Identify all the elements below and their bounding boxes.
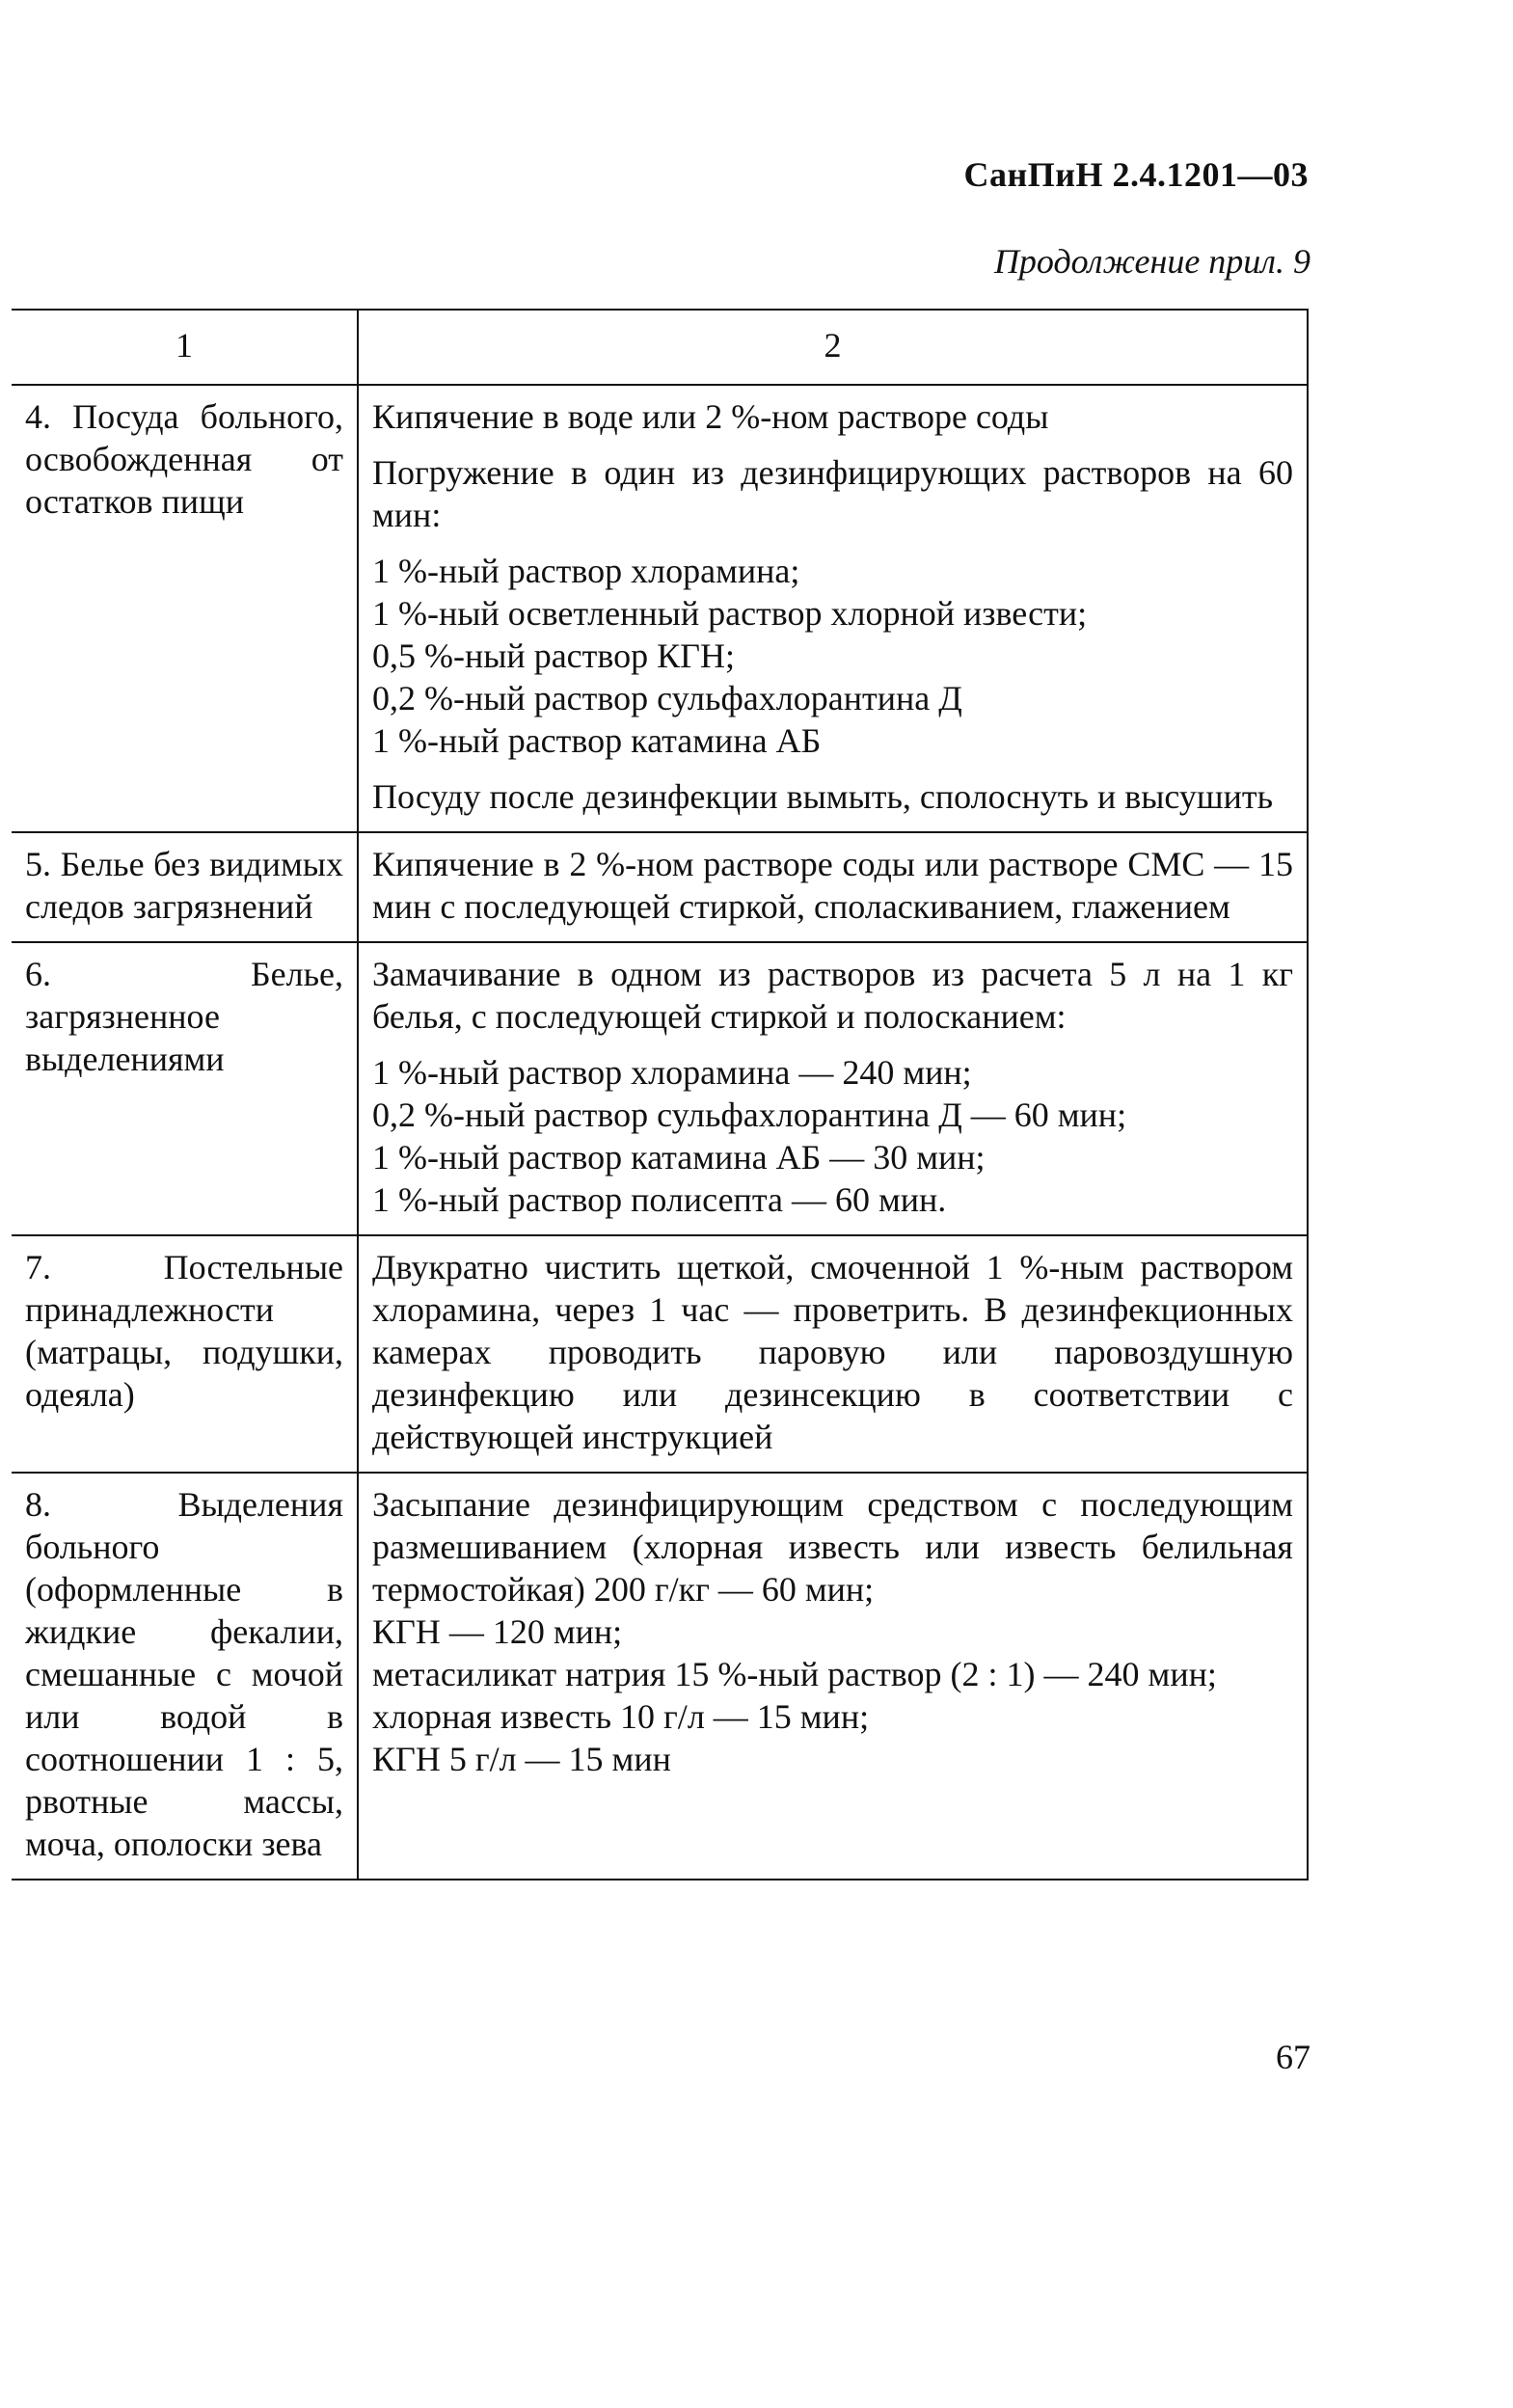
method-paragraph: [372, 775, 1293, 818]
method-line: КГН — 120 мин;: [372, 1612, 623, 1651]
method-line: Погружение в один из дезинфицирующих растворов на 60 мин:: [372, 453, 1293, 534]
document-code: СанПиН 2.4.1201—03: [963, 155, 1309, 194]
table-row: [12, 832, 1308, 942]
table-row: [12, 385, 1308, 832]
table-row: [12, 1473, 1308, 1880]
method-line: 0,2 %-ный раствор сульфахлорантина Д: [372, 679, 962, 717]
method-paragraph: [372, 843, 1293, 928]
page-number: 67: [1276, 2038, 1310, 2076]
method-line: 1 %-ный раствор катамина АБ — 30 мин;: [372, 1138, 986, 1177]
table-body: [12, 385, 1308, 1880]
method-line: 1 %-ный раствор катамина АБ: [372, 721, 822, 760]
item-label: 6. Белье, загрязненное выделениями: [25, 955, 343, 1078]
column-header-2: 2: [358, 310, 1308, 385]
item-cell: [12, 942, 358, 1235]
method-line: Кипячение в 2 %-ном растворе соды или растворе СМС — 15 мин с последующей стиркой, споласкиванием, глажением: [372, 845, 1293, 926]
method-paragraph: [372, 451, 1293, 536]
method-paragraph: [372, 1246, 1293, 1458]
method-paragraph: [372, 953, 1293, 1038]
method-cell: [358, 385, 1308, 832]
table-row: [12, 1235, 1308, 1473]
method-line: 1 %-ный раствор хлорамина;: [372, 552, 800, 590]
item-cell: [12, 1473, 358, 1880]
method-cell: [358, 942, 1308, 1235]
method-paragraph: [372, 550, 1293, 762]
item-cell: [12, 1235, 358, 1473]
item-label: 8. Выделения больного (оформленные в жидкие фекалии, смешанные с мочой или водой в соотношении 1 : 5, рвотные массы, моча, ополоски зева: [25, 1485, 343, 1863]
method-paragraph: [372, 395, 1293, 438]
table-header-row: [12, 310, 1308, 385]
method-cell: [358, 1473, 1308, 1880]
method-line: 0,5 %-ный раствор КГН;: [372, 636, 735, 675]
method-line: хлорная известь 10 г/л — 15 мин;: [372, 1697, 870, 1736]
method-line: 0,2 %-ный раствор сульфахлорантина Д — 60 мин;: [372, 1096, 1127, 1134]
method-line: Засыпание дезинфицирующим средством с последующим размешиванием (хлорная известь или известь белильная термостойкая) 200 г/кг — 60 мин;: [372, 1485, 1293, 1609]
method-line: 1 %-ный раствор хлорамина — 240 мин;: [372, 1053, 972, 1092]
table-row: [12, 942, 1308, 1235]
method-line: 1 %-ный раствор полисепта — 60 мин.: [372, 1180, 947, 1219]
method-paragraph: [372, 1051, 1293, 1221]
method-line: Посуду после дезинфекции вымыть, сполоснуть и высушить: [372, 777, 1274, 816]
disinfection-table: [12, 309, 1309, 1880]
item-cell: [12, 832, 358, 942]
column-header-1: 1: [12, 310, 358, 385]
method-cell: [358, 832, 1308, 942]
continuation-label: Продолжение прил. 9: [993, 242, 1310, 281]
item-label: 4. Посуда больного, освобожденная от остатков пищи: [25, 397, 343, 521]
method-line: Замачивание в одном из растворов из расчета 5 л на 1 кг белья, с последующей стиркой и полосканием:: [372, 955, 1293, 1036]
method-line: Двукратно чистить щеткой, смоченной 1 %-ным раствором хлорамина, через 1 час — проветрить. В дезинфекционных камерах проводить паровую или паровоздушную дезинфекцию или дезинсекцию в соответствии с действующей инструкцией: [372, 1248, 1293, 1456]
method-line: КГН 5 г/л — 15 мин: [372, 1740, 671, 1778]
method-line: 1 %-ный осветленный раствор хлорной извести;: [372, 594, 1088, 633]
method-paragraph: [372, 1483, 1293, 1780]
method-line: Кипячение в воде или 2 %-ном растворе соды: [372, 397, 1049, 436]
item-label: 7. Постельные принадлежности (матрацы, подушки, одеяла): [25, 1248, 343, 1414]
method-cell: [358, 1235, 1308, 1473]
item-cell: [12, 385, 358, 832]
item-label: 5. Белье без видимых следов загрязнений: [25, 845, 343, 926]
method-line: метасиликат натрия 15 %-ный раствор (2 : 1) — 240 мин;: [372, 1655, 1217, 1693]
